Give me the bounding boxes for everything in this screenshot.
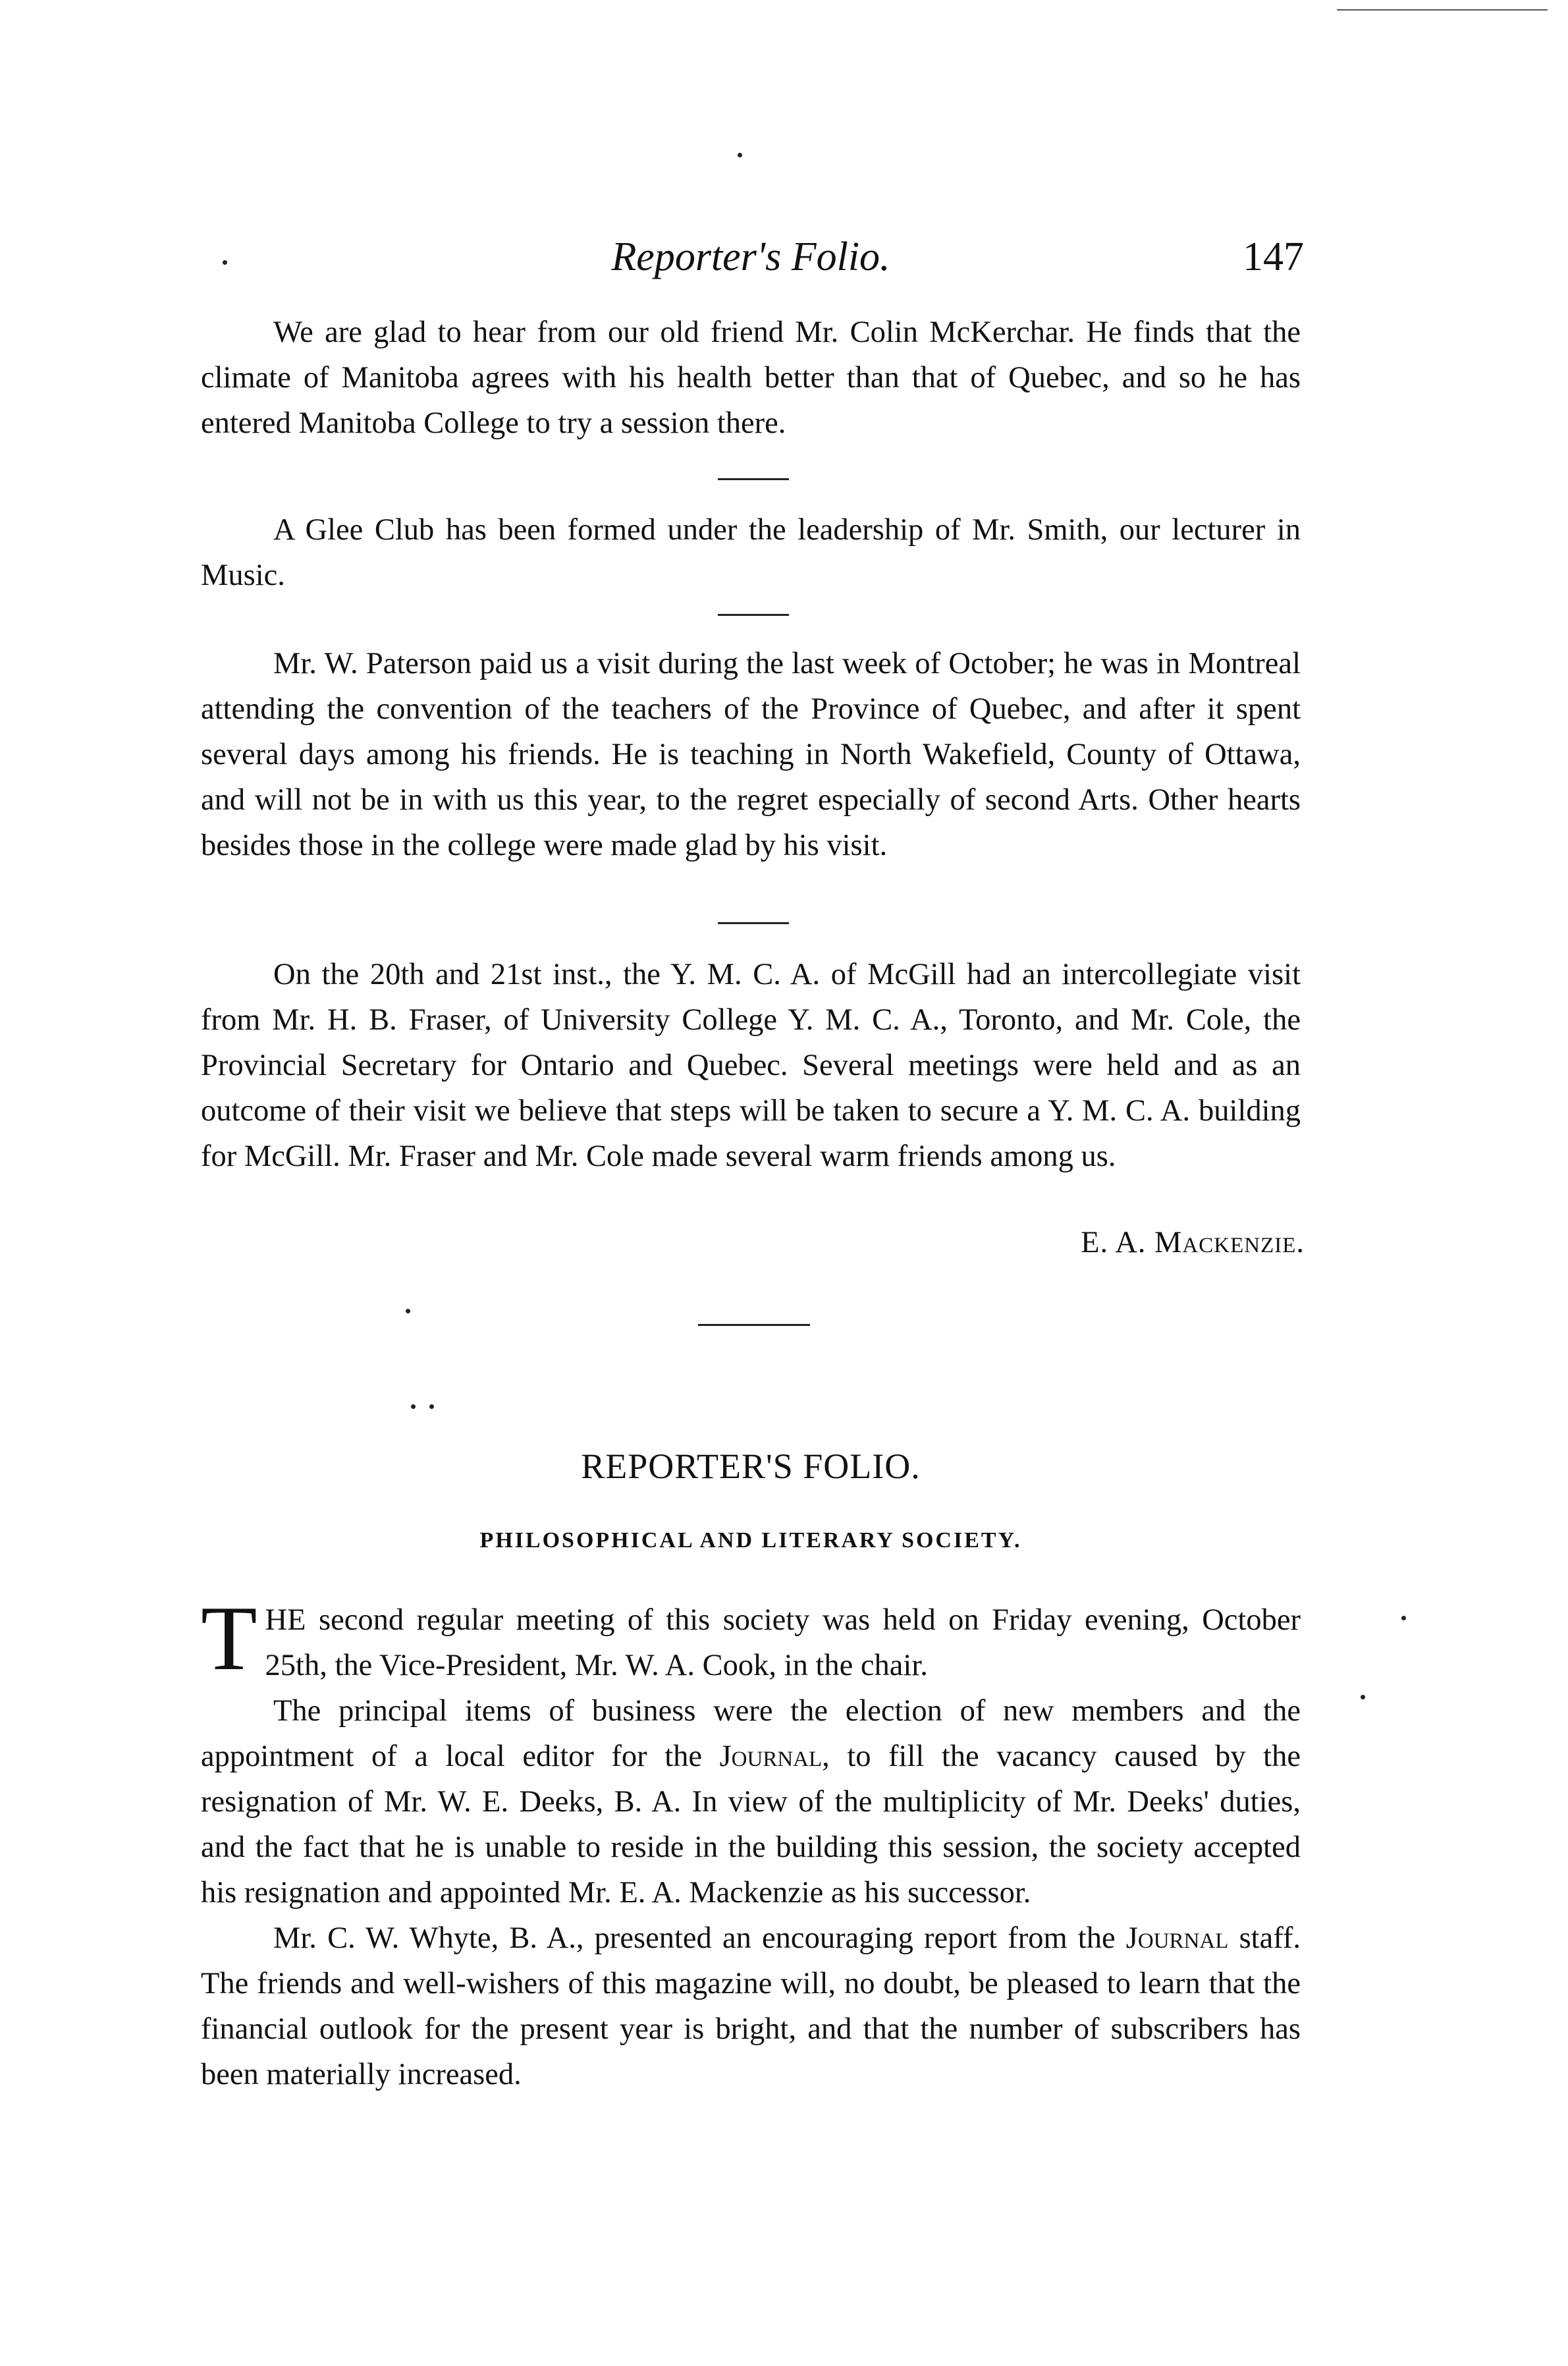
society-paragraph-1 xyxy=(201,1587,1301,1690)
running-head xyxy=(198,234,1304,293)
news-item-text: A Glee Club has been formed under the leadership of Mr. Smith, our lecturer in Music. xyxy=(201,513,1301,592)
section-end-rule xyxy=(698,1324,810,1326)
print-speck xyxy=(738,153,742,157)
society-paragraph-3-text-a: Mr. C. W. Whyte, B. A., presented an encouraging report from the xyxy=(273,1921,1126,1955)
news-item-text: On the 20th and 21st inst., the Y. M. C. A. of McGill had an intercollegiate visit from Mr. H. B. Fraser, of University College Y. M. C. A., Toronto, and Mr. Cole, the Provincial Secretary for Ontario and Quebec. Several meetings were held and as an outcome of their visit we believe that steps will be taken to secure a Y. M. C. A. building for McGill. Mr. Fraser and Mr. Cole made several warm friends among us. xyxy=(201,958,1301,1173)
drop-cap: T xyxy=(201,1587,257,1690)
news-item-text: Mr. W. Paterson paid us a visit during the last week of October; he was in Montreal attending the convention of the teachers of the Province of Quebec, and after it spent several days among his friends. He is teaching in North Wakefield, County of Ottawa, and will not be in with us this year, to the regret especially of second Arts. Other hearts besides those in the college were made glad by his visit. xyxy=(201,647,1301,862)
author-signature xyxy=(1081,1225,1305,1260)
society-paragraph-2-text-b: , to fill the vacancy caused by the resignation of Mr. W. E. Deeks, B. A. In view of the multiplicity of Mr. Deeks' duties, and the fact that he is unable to reside in the building this session, the society accepted his resignation and appointed Mr. E. A. Mackenzie as his successor. xyxy=(201,1740,1301,1910)
news-item-2 xyxy=(201,507,1301,598)
news-item-4 xyxy=(201,952,1301,1179)
news-item-1 xyxy=(201,310,1301,446)
print-speck xyxy=(406,1309,410,1313)
print-speck xyxy=(429,1404,434,1409)
page-number: 147 xyxy=(1243,234,1304,279)
journal-word: Journal xyxy=(719,1740,823,1773)
section-title: REPORTER'S FOLIO. xyxy=(581,1446,921,1486)
society-paragraph-3 xyxy=(201,1915,1301,2097)
society-paragraph-2 xyxy=(201,1688,1301,1915)
society-paragraph-3-text-b: staff. The friends and well-wishers of this magazine will, no doubt, be pleased to learn that the financial outlook for the present year is bright, and that the number of subscribers has been materially increased. xyxy=(201,1921,1301,2091)
news-item-3 xyxy=(201,641,1301,868)
journal-word: Journal xyxy=(1125,1921,1229,1955)
subsection-title: PHILOSOPHICAL AND LITERARY SOCIETY. xyxy=(479,1528,1022,1553)
author-signature-text: E. A. Mackenzie. xyxy=(1081,1226,1305,1259)
item-separator-rule xyxy=(718,614,789,616)
running-head-title: Reporter's Folio. xyxy=(611,234,890,279)
item-separator-rule xyxy=(718,922,789,924)
top-edge-rule xyxy=(1337,9,1548,11)
news-item-text: We are glad to hear from our old friend Mr. Colin McKerchar. He finds that the climate of Manitoba agrees with his health better than that of Quebec, and so he has entered Manitoba College to try a session there. xyxy=(201,316,1301,440)
print-speck xyxy=(411,1404,416,1409)
society-paragraph-2-text-a: The principal items of business were the election of new members and the appointment of a local editor for the xyxy=(201,1694,1301,1773)
society-report xyxy=(201,1587,1301,2097)
print-speck xyxy=(1361,1695,1365,1699)
item-separator-rule xyxy=(718,478,789,480)
print-speck xyxy=(1401,1616,1406,1620)
society-paragraph-1-text: HE second regular meeting of this society was held on Friday evening, October 25th, the Vice-President, Mr. W. A. Cook, in the chair. xyxy=(265,1603,1301,1682)
